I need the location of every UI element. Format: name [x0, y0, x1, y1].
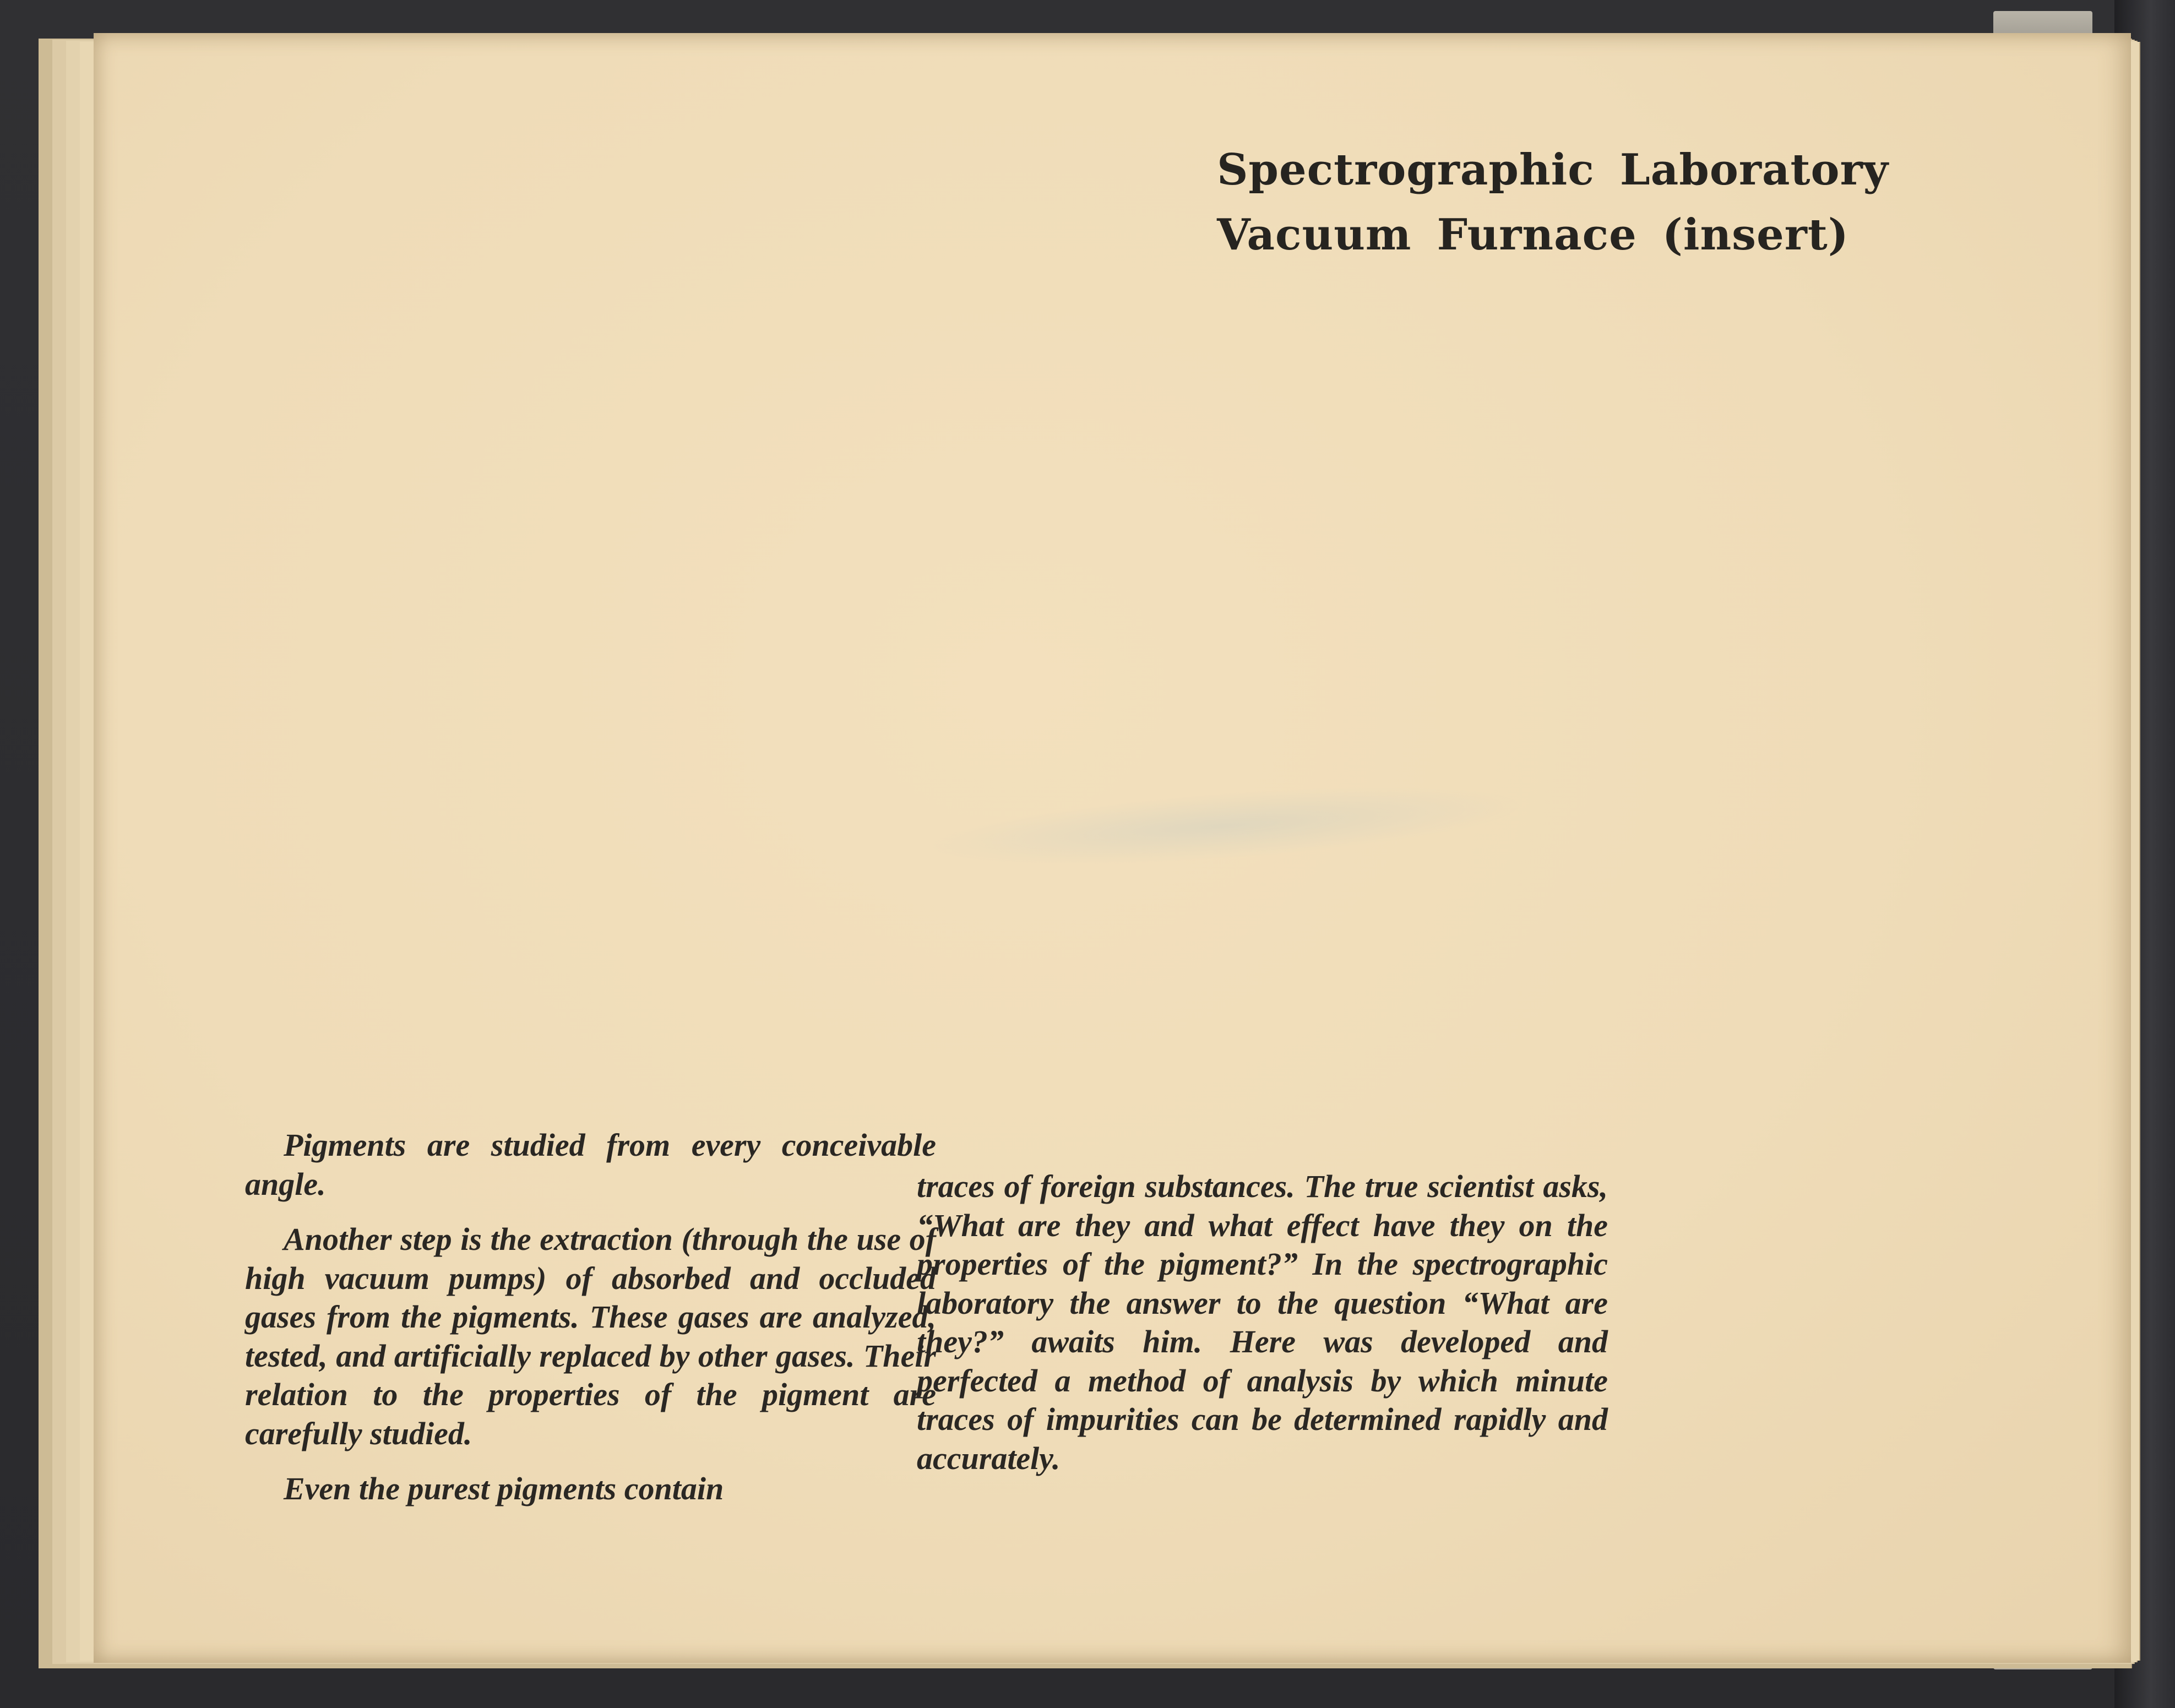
text-column-left: [245, 1126, 936, 1509]
book-page: [94, 33, 2131, 1663]
heading-line-2: Vacuum Furnace (insert): [1217, 210, 1849, 260]
heading-line-1: Spectrographic Laboratory: [1217, 145, 1889, 195]
paragraph: traces of foreign substances. The true scientist asks, “What are they and what effect have they on the properties of the pigment?” In the spectrographic laboratory the answer to the question “What are they?” awaits him. Here was developed and perfected a method of analysis by which minute traces of impurities can be determined rapidly and accurately.: [917, 1168, 1608, 1476]
paper-smudge: [918, 772, 1527, 880]
page-heading: [1217, 138, 1889, 268]
text-column-right: [917, 1167, 1608, 1478]
paragraph: Even the purest pigments contain: [284, 1471, 724, 1506]
paragraph: Another step is the extraction (through the use of high vacuum pumps) of absorbed and occluded gases from the pigments. These gases are analyzed, tested, and artificially replaced by other gases. Their relation to the properties of the pigment are carefully studied.: [245, 1221, 936, 1451]
paragraph: Pigments are studied from every conceivable angle.: [245, 1127, 936, 1202]
